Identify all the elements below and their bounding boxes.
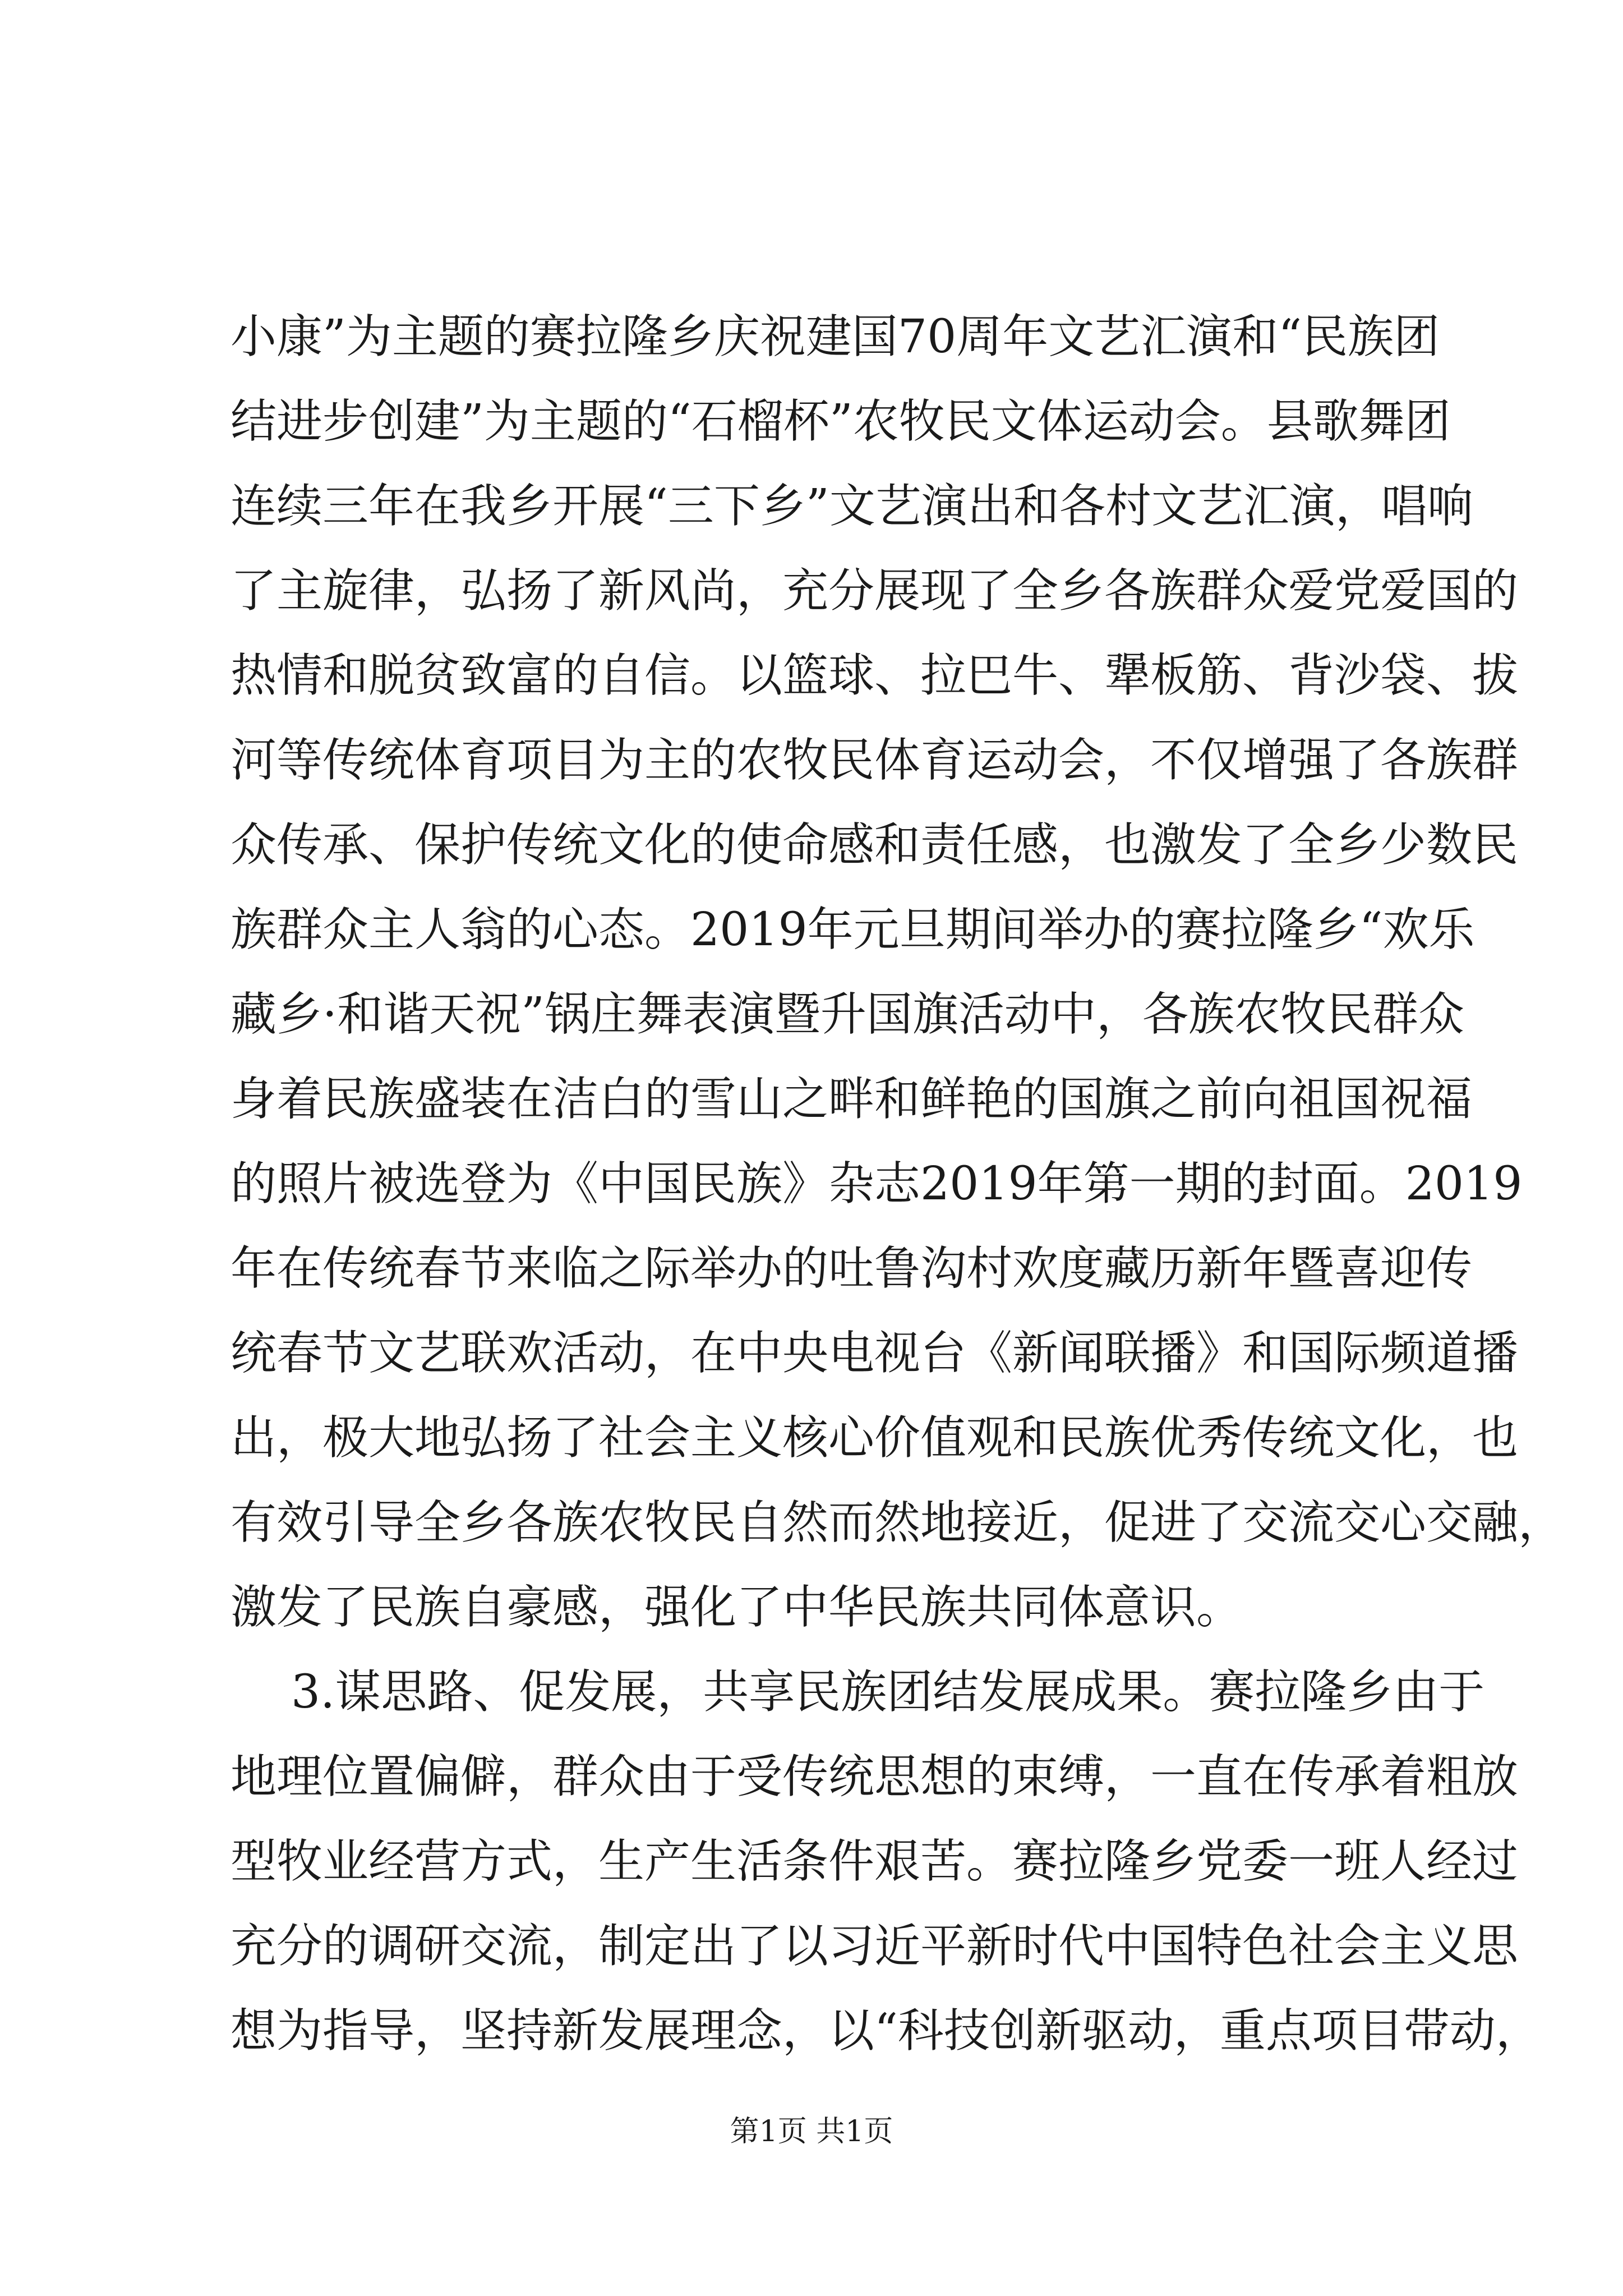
text-line: 结进步创建”为主题的“石榴杯”农牧民文体运动会。县歌舞团	[230, 395, 1451, 448]
text-line: 族群众主人翁的心态。2019年元旦期间举办的赛拉隆乡“欢乐	[230, 903, 1475, 956]
text-line: 连续三年在我乡开展“三下乡”文艺演出和各村文艺汇演，唱响	[230, 480, 1473, 533]
text-line: 身着民族盛装在洁白的雪山之畔和鲜艳的国旗之前向祖国祝福	[230, 1073, 1473, 1126]
text-line: 地理位置偏僻，群众由于受传统思想的束缚，一直在传承着粗放	[230, 1750, 1519, 1803]
text-line: 统春节文艺联欢活动，在中央电视台《新闻联播》和国际频道播	[230, 1327, 1519, 1380]
text-line: 3.谋思路、促发展，共享民族团结发展成果。赛拉隆乡由于	[291, 1665, 1485, 1719]
text-line: 型牧业经营方式，生产生活条件艰苦。赛拉隆乡党委一班人经过	[230, 1835, 1519, 1888]
text-line: 河等传统体育项目为主的农牧民体育运动会，不仅增强了各族群	[230, 734, 1519, 787]
text-line: 众传承、保护传统文化的使命感和责任感，也激发了全乡少数民	[230, 818, 1519, 872]
text-line: 小康”为主题的赛拉隆乡庆祝建国70周年文艺汇演和“民族团	[230, 310, 1440, 364]
text-line: 有效引导全乡各族农牧民自然而然地接近，促进了交流交心交融，	[230, 1496, 1565, 1549]
text-line: 的照片被选登为《中国民族》杂志2019年第一期的封面。2019	[230, 1157, 1523, 1211]
text-line: 充分的调研交流，制定出了以习近平新时代中国特色社会主义思	[230, 1920, 1519, 1973]
text-line: 想为指导，坚持新发展理念，以“科技创新驱动，重点项目带动，	[230, 2004, 1542, 2058]
document-body	[230, 295, 1565, 2073]
page-footer: 第1页 共1页	[730, 2115, 893, 2148]
text-line: 热情和脱贫致富的自信。以篮球、拉巴牛、犟板筋、背沙袋、拔	[230, 649, 1519, 702]
text-line: 激发了民族自豪感，强化了中华民族共同体意识。	[230, 1581, 1243, 1634]
text-line: 年在传统春节来临之际举办的吐鲁沟村欢度藏历新年暨喜迎传	[230, 1242, 1473, 1295]
text-line: 了主旋律，弘扬了新风尚，充分展现了全乡各族群众爱党爱国的	[230, 564, 1519, 618]
text-line: 藏乡·和谐天祝”锅庄舞表演暨升国旗活动中，各族农牧民群众	[230, 988, 1464, 1041]
text-line: 出，极大地弘扬了社会主义核心价值观和民族优秀传统文化，也	[230, 1411, 1519, 1465]
